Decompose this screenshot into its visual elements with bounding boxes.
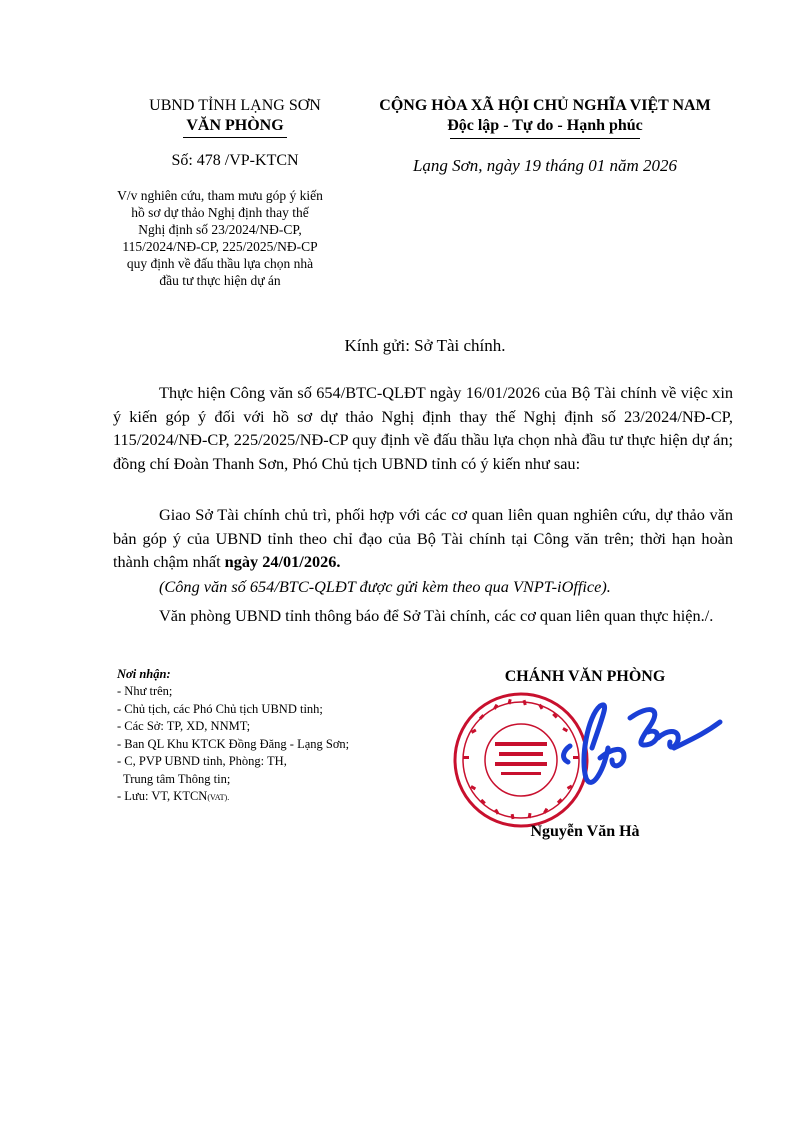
subject-line-1: V/v nghiên cứu, tham mưu góp ý kiến [117,188,323,203]
recipients-item-6: Trung tâm Thông tin; [117,772,231,786]
paragraph-2 [113,503,733,574]
motto-underline [450,138,640,139]
recipients-item-1: - Như trên; [117,684,173,698]
handwritten-signature [540,688,730,808]
paragraph-3 [113,575,733,599]
signer-name: Nguyễn Văn Hà [530,823,640,840]
subject-line-4: 115/2024/NĐ-CP, 225/2025/NĐ-CP [122,239,318,254]
paragraph-3-text: (Công văn số 654/BTC-QLĐT được gửi kèm theo qua VNPT-iOffice). [159,577,611,596]
agency-name: UBND TỈNH LẠNG SƠN [149,97,321,114]
subject-line-5: quy định về đấu thầu lựa chọn nhà [126,256,314,271]
paragraph-1 [113,381,733,475]
paragraph-2-text: Giao Sở Tài chính chủ trì, phối hợp với các cơ quan liên quan nghiên cứu, dự thảo văn bản góp ý của UBND tỉnh theo chỉ đạo của Bộ Tài chính tại Công văn trên; thời hạn hoàn thành chậm nhất [113,505,733,571]
paragraph-4 [113,604,733,628]
storage-suffix: (VAT). [207,793,230,802]
office-name: VĂN PHÒNG [186,117,284,134]
national-motto: Độc lập - Tự do - Hạnh phúc [447,117,643,134]
document-number: Số: 478 /VP-KTCN [171,152,299,169]
recipients-title: Nơi nhận: [117,667,171,681]
nation-title: CỘNG HÒA XÃ HỘI CHỦ NGHĨA VIỆT NAM [379,97,711,114]
recipients-item-2: - Chủ tịch, các Phó Chủ tịch UBND tỉnh; [117,702,323,716]
office-underline [183,137,287,138]
subject-line-2: hồ sơ dự thảo Nghị định thay thế [131,205,309,220]
signer-title: CHÁNH VĂN PHÒNG [504,668,666,685]
recipients-item-4: - Ban QL Khu KTCK Đồng Đăng - Lạng Sơn; [117,737,350,751]
subject-line-6: đầu tư thực hiện dự án [159,273,281,288]
recipients-item-5: - C, PVP UBND tỉnh, Phòng: TH, [117,754,287,768]
paragraph-4-text: Văn phòng UBND tỉnh thông báo để Sở Tài chính, các cơ quan liên quan thực hiện./. [159,606,714,625]
paragraph-1-text: Thực hiện Công văn số 654/BTC-QLĐT ngày 16/01/2026 của Bộ Tài chính về việc xin ý kiến góp ý đối với hồ sơ dự thảo Nghị định thay thế Nghị định số 23/2024/NĐ-CP, 115/2024/NĐ-CP, 225/2025/NĐ-CP quy định về đấu thầu lựa chọn nhà đầu tư thực hiện dự án; đồng chí Đoàn Thanh Sơn, Phó Chủ tịch UBND tỉnh có ý kiến như sau: [113,383,733,473]
subject-line-3: Nghị định số 23/2024/NĐ-CP, [138,222,302,237]
deadline-text: ngày 24/01/2026. [224,552,341,571]
recipient-line: Kính gửi: Sở Tài chính. [344,336,506,355]
recipients-item-3: - Các Sở: TP, XD, NNMT; [117,719,251,733]
storage-text: - Lưu: VT, KTCN [117,789,208,803]
place-date: Lạng Sơn, ngày 19 tháng 01 năm 2026 [412,156,678,175]
recipients-item-7 [117,788,229,807]
